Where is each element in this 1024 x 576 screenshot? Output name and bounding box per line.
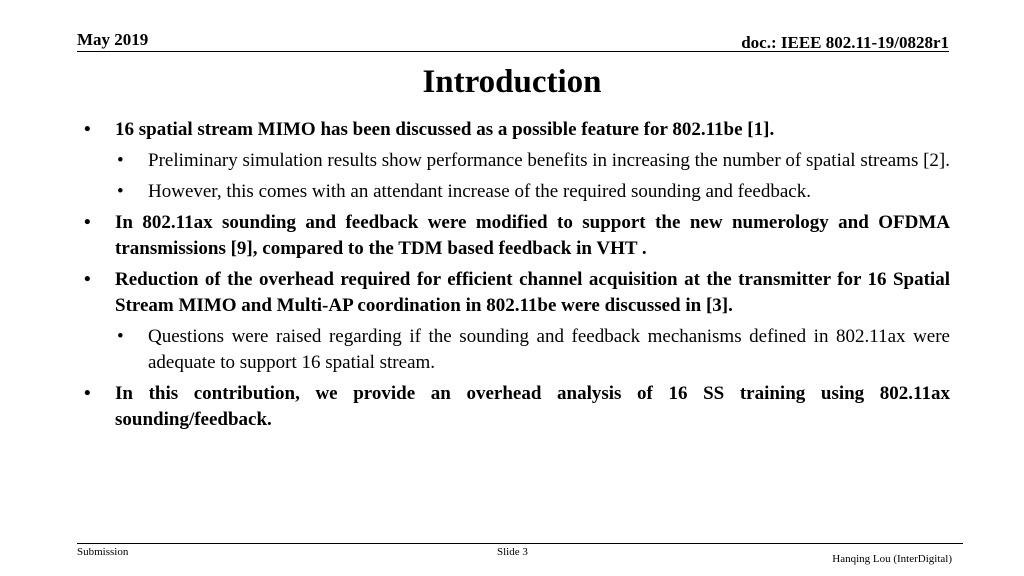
bullet-item	[78, 381, 950, 433]
bullet-item	[78, 267, 950, 319]
header-doc-id: doc.: IEEE 802.11-19/0828r1	[741, 33, 949, 52]
bullet-marker: •	[117, 181, 124, 202]
bullet-text: Reduction of the overhead required for efficient channel acquisition at the transmitter for 16 Spatial Stream MIMO and Multi-AP coordination in 802.11be were discussed in [3].	[115, 269, 950, 316]
bullet-text: Questions were raised regarding if the sounding and feedback mechanisms defined in 802.11ax were adequate to support 16 spatial stream.	[148, 326, 950, 373]
sub-bullet-item	[78, 324, 950, 376]
bullet-text: Preliminary simulation results show performance benefits in increasing the number of spatial streams [2].	[148, 150, 951, 171]
bullet-marker: •	[117, 326, 124, 347]
bullet-text: 16 spatial stream MIMO has been discussed as a possible feature for 802.11be [1].	[115, 119, 775, 140]
sub-bullet-item	[78, 179, 950, 205]
bullet-marker: •	[84, 119, 91, 140]
bullet-item	[78, 117, 950, 143]
header-divider	[77, 51, 949, 52]
bullet-marker: •	[84, 383, 91, 404]
bullet-marker: •	[84, 212, 91, 233]
slide-body	[78, 117, 950, 438]
bullet-text: In 802.11ax sounding and feedback were modified to support the new numerology and OFDMA transmissions [9], compared to the TDM based feedback in VHT .	[115, 212, 950, 259]
bullet-text: In this contribution, we provide an overhead analysis of 16 SS training using 802.11ax sounding/feedback.	[115, 383, 950, 430]
bullet-item	[78, 210, 950, 262]
sub-bullet-item	[78, 148, 950, 174]
bullet-text: However, this comes with an attendant increase of the required sounding and feedback.	[148, 181, 811, 202]
footer-submission: Submission	[77, 546, 129, 558]
bullet-marker: •	[84, 269, 91, 290]
footer-slide-number: Slide 3	[497, 546, 528, 558]
bullet-marker: •	[117, 150, 124, 171]
footer-divider	[77, 543, 963, 544]
slide-title: Introduction	[422, 64, 602, 100]
footer-author: Hanqing Lou (InterDigital)	[832, 553, 952, 565]
header-date: May 2019	[77, 30, 149, 49]
